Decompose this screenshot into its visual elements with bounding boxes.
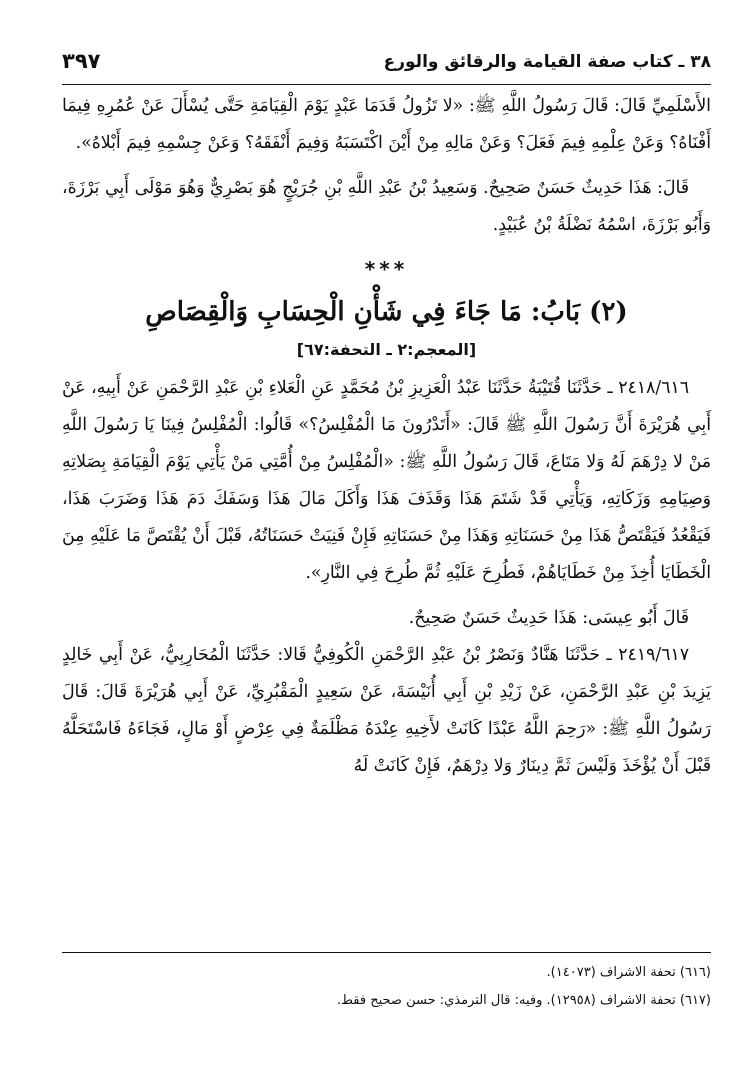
grading-paragraph: قَالَ: هَذَا حَدِيثٌ حَسَنٌ صَحِيحٌ. وَسَعِيدُ بْنُ عَبْدِ اللَّهِ بْنِ جُرَيْجٍ هُوَ بَصْرِيٌّ وَهُوَ مَوْلَى أَبِي بَرْزَةَ، وَأَبُو بَرْزَةَ، اسْمُهُ نَضْلَةُ بْنُ عُبَيْدٍ. (62, 178, 711, 235)
page-body (62, 88, 711, 785)
hadith-617: ٢٤١٩/٦١٧ ـ حَدَّثَنَا هَنَّادٌ وَنَصْرُ بْنُ عَبْدِ الرَّحْمَنِ الْكُوفِيُّ قَالا: حَدَّثَنَا الْمُحَارِبِيُّ، عَنْ أَبِي خَالِدٍ يَزِيدَ بْنِ عَبْدِ الرَّحْمَنِ، عَنْ زَيْدِ بْنِ أَبِي أُنَيْسَةَ، عَنْ سَعِيدٍ الْمَقْبُرِيِّ، عَنْ أَبِي هُرَيْرَةَ قَالَ: قَالَ رَسُولُ اللَّهِ ﷺ: «رَحِمَ اللَّهُ عَبْدًا كَانَتْ لأَخِيهِ عِنْدَهُ مَظْلَمَةٌ فِي عِرْضٍ أَوْ مَالٍ، فَجَاءَهُ فَاسْتَحَلَّهُ قَبْلَ أَنْ يُؤْخَذَ وَلَيْسَ ثَمَّ دِينَارٌ وَلا دِرْهَمٌ، فَإِنْ كَانَتْ لَهُ (62, 645, 711, 776)
hadith-616: ٢٤١٨/٦١٦ ـ حَدَّثَنَا قُتَيْبَةُ حَدَّثَنَا عَبْدُ الْعَزِيزِ بْنُ مُحَمَّدٍ عَنِ الْعَلاءِ بْنِ عَبْدِ الرَّحْمَنِ عَنْ أَبِيهِ، عَنْ أَبِي هُرَيْرَةَ أَنَّ رَسُولَ اللَّهِ ﷺ قَالَ: «أَتَدْرُونَ مَا الْمُفْلِسُ؟» قَالُوا: الْمُفْلِسُ فِينَا يَا رَسُولَ اللَّهِ مَنْ لا دِرْهَمَ لَهُ وَلا مَتَاعَ، قَالَ رَسُولُ اللَّهِ ﷺ: «الْمُفْلِسُ مِنْ أُمَّتِي مَنْ يَأْتِي يَوْمَ الْقِيَامَةِ بِصَلاتِهِ وَصِيَامِهِ وَزَكَاتِهِ، وَيَأْتِي قَدْ شَتَمَ هَذَا وَقَذَفَ هَذَا وَأَكَلَ مَالَ هَذَا وَسَفَكَ دَمَ هَذَا وَضَرَبَ هَذَا، فَيَقْعُدُ فَيَقْتَصُّ هَذَا مِنْ حَسَنَاتِهِ وَهَذَا مِنْ حَسَنَاتِهِ فَإِنْ فَنِيَتْ حَسَنَاتُهُ، قَبْلَ أَنْ يُقْتَصَّ مَا عَلَيْهِ مِنَ الْخَطَايَا أُخِذَ مِنْ خَطَايَاهُمْ، فَطُرِحَ عَلَيْهِ ثُمَّ طُرِحَ فِي النَّارِ». (62, 378, 711, 583)
section-separator: *** (364, 257, 409, 281)
hadith-616-grading: قَالَ أَبُو عِيسَى: هَذَا حَدِيثٌ حَسَنٌ صَحِيحٌ. (408, 608, 689, 628)
page-header (62, 44, 711, 85)
page-number: ٣٩٧ (62, 49, 101, 73)
footnotes (62, 952, 711, 1015)
chapter-title: (٢) بَابُ: مَا جَاءَ فِي شَأْنِ الْحِسَابِ وَالْقِصَاصِ (145, 297, 628, 327)
chapter-reference: [المعجم:٢ ـ التحفة:٦٧] (296, 340, 477, 359)
footnote: (٦١٦) تحفة الاشراف (١٤٠٧٣). (546, 965, 711, 980)
footnote: (٦١٧) تحفة الاشراف (١٢٩٥٨). وفيه: قال الترمذي: حسن صحيح فقط. (336, 993, 711, 1008)
hadith-continuation: الأَسْلَمِيِّ قَالَ: قَالَ رَسُولُ اللَّهِ ﷺ: «لا تَزُولُ قَدَمَا عَبْدٍ يَوْمَ الْقِيَامَةِ حَتَّى يُسْأَلَ عَنْ عُمُرِهِ فِيمَا أَفْنَاهُ؟ وَعَنْ عِلْمِهِ فِيمَ فَعَلَ؟ وَعَنْ مَالِهِ مِنْ أَيْنَ اكْتَسَبَهُ وَفِيمَ أَنْفَقَهُ؟ وَعَنْ جِسْمِهِ فِيمَ أَبْلاهُ». (62, 96, 711, 153)
running-title: ٣٨ ـ كتاب صفة القيامة والرقائق والورع (383, 52, 711, 72)
